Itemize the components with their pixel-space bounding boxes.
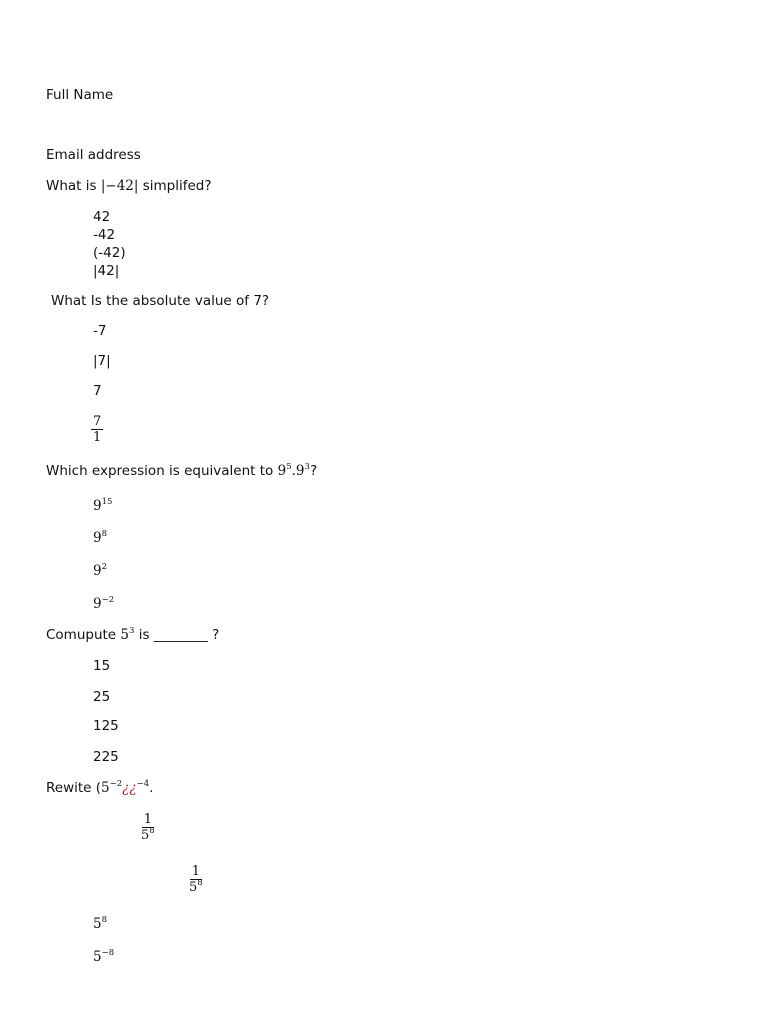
question-3-suffix: ? <box>309 463 318 479</box>
q3-dot: . <box>291 463 296 479</box>
q5-option-1-fraction[interactable] <box>139 812 157 845</box>
q4-option-1[interactable]: 15 <box>93 658 111 674</box>
q4-exp: 3 <box>129 626 135 636</box>
q5-option-3[interactable] <box>93 915 107 935</box>
fraction-denominator <box>187 880 205 897</box>
option-exponent: 2 <box>101 562 108 572</box>
q1-option-2[interactable]: -42 <box>93 227 116 243</box>
fraction-denominator <box>139 828 157 845</box>
question-5-suffix: . <box>149 780 154 796</box>
option-base: 5 <box>93 949 102 965</box>
q2-option-3[interactable]: 7 <box>93 383 102 399</box>
q2-option-2[interactable]: |7| <box>93 353 111 369</box>
q5-option-2-fraction[interactable] <box>187 864 205 897</box>
q3-option-1[interactable] <box>93 497 112 517</box>
option-exponent: 8 <box>101 529 108 539</box>
denominator-exponent: 8 <box>149 826 155 836</box>
question-4-suffix: is ________ ? <box>134 627 220 643</box>
option-base: 9 <box>93 530 102 546</box>
q4-option-2[interactable]: 25 <box>93 689 111 705</box>
option-base: 9 <box>93 596 102 612</box>
q2-option-4-fraction[interactable] <box>91 414 103 445</box>
q4-option-4[interactable]: 225 <box>93 749 119 765</box>
option-exponent: −2 <box>101 595 115 605</box>
question-1-suffix: simplifed? <box>138 178 212 194</box>
q5-exp-1: −2 <box>109 779 123 789</box>
q5-exp-2: −4 <box>136 779 150 789</box>
question-4-prefix: Comupute <box>46 627 121 643</box>
question-3 <box>46 462 317 482</box>
q2-option-1[interactable]: -7 <box>93 323 107 339</box>
question-2: What Is the absolute value of 7? <box>51 293 270 309</box>
q1-option-3[interactable]: (-42) <box>93 245 126 261</box>
q3-base-2: 9 <box>295 463 305 479</box>
question-1 <box>46 177 212 195</box>
option-base: 9 <box>93 563 102 579</box>
question-4 <box>46 626 219 646</box>
question-5 <box>46 779 153 799</box>
q3-option-4[interactable] <box>93 595 114 615</box>
q3-option-2[interactable] <box>93 529 107 549</box>
question-5-prefix: Rewite ( <box>46 780 102 796</box>
q5-base: 5 <box>101 780 110 796</box>
option-exponent: 8 <box>101 915 108 925</box>
fraction-numerator: 1 <box>191 864 200 879</box>
q4-base: 5 <box>120 627 130 643</box>
fraction-denominator: 1 <box>93 430 102 445</box>
option-base: 9 <box>93 498 102 514</box>
q3-exp-1: 5 <box>286 462 292 472</box>
denominator-base: 5 <box>189 880 198 895</box>
email-address-label: Email address <box>46 147 141 163</box>
question-1-prefix: What is <box>46 178 101 194</box>
option-base: 5 <box>93 916 102 932</box>
fraction-numerator: 1 <box>143 812 152 827</box>
question-1-math: |−42| <box>100 178 139 194</box>
q1-option-4[interactable]: |42| <box>93 263 120 279</box>
denominator-base: 5 <box>141 828 150 843</box>
question-3-prefix: Which expression is equivalent to <box>46 463 278 479</box>
denominator-exponent: 8 <box>197 878 203 888</box>
garbled-characters: ¿¿ <box>122 780 137 796</box>
fraction-numerator: 7 <box>93 414 102 429</box>
option-exponent: 15 <box>101 497 113 507</box>
q1-option-1[interactable]: 42 <box>93 209 111 225</box>
q3-base-1: 9 <box>277 463 287 479</box>
q5-option-4[interactable] <box>93 948 114 968</box>
full-name-label: Full Name <box>46 87 114 103</box>
q3-exp-2: 3 <box>304 462 310 472</box>
option-exponent: −8 <box>101 948 115 958</box>
q3-option-3[interactable] <box>93 562 107 582</box>
q4-option-3[interactable]: 125 <box>93 718 119 734</box>
